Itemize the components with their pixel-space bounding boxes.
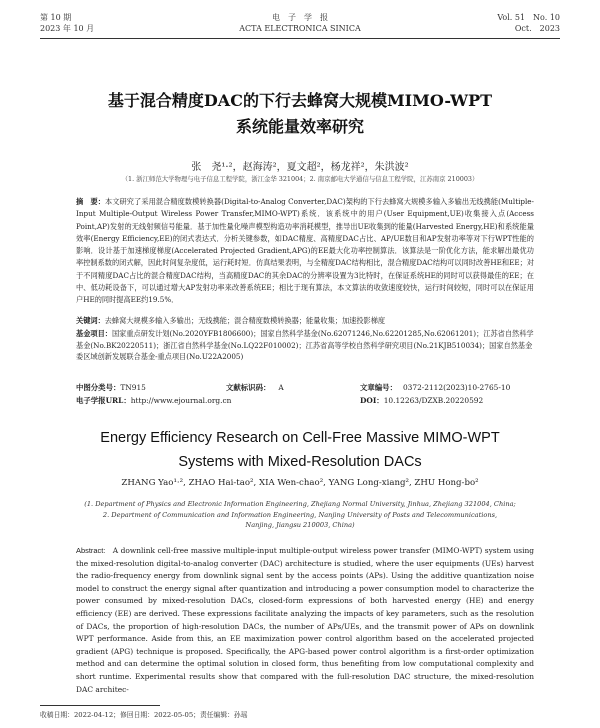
paper-title-en-line2: Systems with Mixed-Resolution DACs — [178, 454, 422, 470]
paper-title-en-line1: Energy Efficiency Research on Cell-Free Massive MIMO-WPT — [100, 430, 500, 446]
funding-cn-label: 基金项目： — [76, 329, 112, 338]
paper-title-cn-line2: 系统能量效率研究 — [235, 117, 364, 136]
journal-url-field[interactable] — [76, 395, 231, 407]
funding-cn — [76, 328, 534, 363]
header-divider — [40, 38, 560, 39]
keywords-cn-label: 关键词： — [76, 316, 105, 325]
doi-field[interactable] — [360, 395, 483, 407]
keywords-cn-text: 去蜂窝大规模多输入多输出；无线携能；混合精度数模转换器；能量收集；加速投影梯度 — [104, 316, 386, 325]
issue-date-en: Oct. 2023 — [514, 24, 560, 33]
article-number-label: 文章编号： — [360, 383, 397, 392]
funding-cn-text: 国家重点研发计划(No.2020YFB1806600)；国家自然科学基金(No.62071246,No.62201285,No.62061201)；江苏省自然科学基金(No.BK20220511)；浙江省自然科学基金(No.LQ22F010002)；江苏省高等学校自然科学研究项目(No.21KJB510034)；国家自然基金委区域创新发展联合基金-重点项目(No.U22A2005) — [76, 329, 534, 361]
doc-code-label: 文献标识码： — [226, 383, 271, 392]
footnote-divider — [40, 705, 160, 706]
article-number-value: 0372-2112(2023)10-2765-10 — [402, 383, 511, 392]
doi-link[interactable]: 10.12263/DZXB.20220592 — [383, 396, 484, 405]
affiliations-cn: （1. 浙江师范大学物理与电子信息工程学院，浙江金华 321004；2. 南京邮电大学通信与信息工程学院，江苏南京 210003） — [121, 175, 479, 183]
journal-name-cn: 电 子 学 报 — [272, 13, 328, 22]
clc-label: 中图分类号： — [76, 383, 121, 392]
article-number-field — [360, 382, 510, 394]
doi-label: DOI： — [360, 396, 384, 405]
running-header — [40, 10, 560, 40]
received-date-footnote: 收稿日期：2022-04-12；修回日期：2022-05-05；责任编辑：孙瑶 — [40, 711, 248, 719]
issue-number-cn: 第 10 期 — [40, 13, 72, 22]
issue-date-cn: 2023 年 10 月 — [40, 24, 95, 33]
paper-title-en — [40, 426, 560, 474]
affiliation-en-line2: 2. Department of Communication and Information Engineering, Nanjing University of Posts and Telecommunications, — [102, 510, 498, 519]
meta-row-classification — [76, 382, 534, 394]
clc-field — [76, 382, 146, 394]
header-right — [497, 12, 560, 34]
keywords-cn — [76, 315, 534, 327]
clc-value: TN915 — [120, 383, 146, 392]
abstract-en-text: A downlink cell-free massive multiple-input multiple-output wireless power transfer (MIMO-WPT) system using the mixed-resolution digital-to-analog converter (DAC) architecture is studied, where the user equipments (UEs) harvest the radio-frequency energy from downlink signal sent by the access points (APs). Using the additive quantization noise model to construct the energy signal after quantization and introducing a power consumption model to characterize the power consumed by mixed-resolution DACs, closed-form expressions of both harvested energy (HE) and energy efficiency (EE) are derived. These expressions facilitate analyzing the impacts of key parameters, such as the resolution of DACs, the proportion of high-resolution DACs, the number of APs/UEs, and the transmit power of APs on downlink WPT performance. Aside from this, an EE maximization power control algorithm based on the accelerated projected gradient (APG) technique is proposed. Specifically, the APG-based power control algorithm is a first-order optimization method and can determine the optimal solution in closed form, thus benefiting from low computational complexity and short runtime. Experimental results show that compared with the full-resolution DAC structure, the mixed-resolution DAC architec- — [76, 546, 534, 694]
abstract-en — [76, 545, 534, 696]
journal-url-link[interactable]: http://www.ejournal.org.cn — [130, 396, 232, 405]
abstract-cn-label: 摘 要： — [76, 197, 106, 206]
doc-code-value: A — [278, 383, 284, 392]
journal-url-label: 电子学报URL： — [76, 396, 131, 405]
header-center — [40, 12, 560, 34]
authors-en: ZHANG Yao¹·², ZHAO Hai-tao², XIA Wen-chao², YANG Long-xiang², ZHU Hong-bo² — [121, 478, 479, 488]
abstract-cn — [76, 196, 534, 307]
abstract-cn-text: 本文研究了采用混合精度数模转换器(Digital-to-Analog Converter,DAC)架构的下行去蜂窝大规模多输入多输出无线携能(Multiple-Input Multiple-Output Wireless Power Transfer,MIMO-WPT)系统．该系统中的用户(User Equipment,UE)收集接入点(Access Point,AP)发射的无线射频信号能量．基于加性量化噪声模型构造功率消耗模型，推导出UE收集到的能量(Harvested Energy,HE)和系统能量效率(Energy Efficiency,EE)的闭式表达式．分析关键参数，如DAC精度、高精度DAC占比、AP/UE数目和AP发射功率等对下行WPT性能的影响．设计基于加速梯度梯度(Accelerated Projected Gradient,APG)的EE最大化功率控制算法．该算法是一阶优化方法，能求解出最优功率控制系数的闭式解，因此时间复杂度低，运行耗时短．仿真结果表明，与全精度DAC结构相比，混合精度DAC结构可以同时改善HE和EE；对于不同精度DAC占比的混合精度DAC结构，当高精度DAC的其余DAC的分辨率设置为3比特时，在保证系统HE的同时可以获得最佳的EE；在中、低功耗设备下，可以通过增大AP发射功率来改善系统EE；相比于现有算法，本文算法的收敛速度较快，运行时间较短，同时可以在保证用户HE的同时提高EE约19.5%． — [76, 197, 534, 305]
doc-code-field — [226, 382, 284, 394]
paper-title-cn-line1: 基于混合精度DAC的下行去蜂窝大规模MIMO-WPT — [107, 91, 493, 110]
meta-row-links — [76, 395, 534, 407]
volume-en: Vol. 51 No. 10 — [497, 13, 560, 22]
affiliation-en-line3: Nanjing, Jiangsu 210003, China) — [245, 521, 355, 529]
journal-name-en: ACTA ELECTRONICA SINICA — [239, 24, 361, 33]
affiliation-en-line1: (1. Department of Physics and Electronic Information Engineering, Zhejiang Normal University, Jinhua, Zhejiang 321004, China; — [84, 500, 516, 508]
abstract-en-label: Abstract: — [76, 546, 106, 555]
paper-title-cn — [40, 88, 560, 140]
affiliations-en — [60, 499, 540, 531]
authors-cn: 张 尧¹·²，赵海涛²，夏文超²，杨龙祥²，朱洪波² — [191, 162, 409, 173]
